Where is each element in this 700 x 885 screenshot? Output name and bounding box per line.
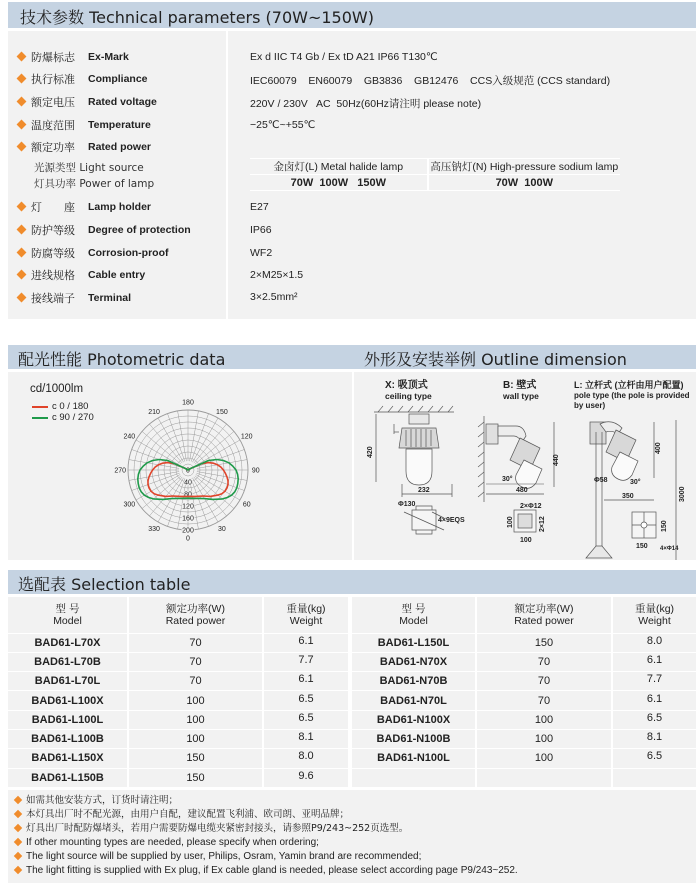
cell-power: 150 (476, 633, 612, 652)
cell-weight: 6.5 (612, 710, 696, 729)
dim-l-angle: 30° (630, 479, 641, 486)
table-row (8, 633, 348, 652)
diamond-bullet-icon (17, 247, 27, 257)
table-row (352, 710, 696, 729)
cell-power: 100 (128, 710, 263, 729)
technical-header-band (8, 2, 696, 28)
lamp-type-table (250, 158, 620, 191)
diamond-bullet-icon (17, 292, 27, 302)
cell-model: BAD61-N100L (352, 749, 476, 768)
table-header-row (352, 597, 696, 633)
angle-tick-label: 240 (123, 433, 136, 441)
dim-x-width: 232 (418, 487, 430, 494)
param-value: 2×M25×1.5 (250, 269, 304, 281)
dim-l-phi: Φ58 (594, 477, 608, 484)
dim-b-plate-h: 100 (507, 516, 514, 528)
header-weight-en: Weight (289, 614, 323, 627)
dim-b-angle: 30° (502, 476, 513, 483)
cell-weight: 9.6 (263, 768, 348, 787)
lamp-watts-sodium: 70W 100W (428, 175, 620, 191)
cell-model: BAD61-L150X (8, 749, 128, 768)
cell-model: BAD61-N100B (352, 729, 476, 748)
note-text: 灯具出厂时配防爆堵头，若用户需要防爆电缆夹紧密封接头，请参照P9/243~252页选型。 (26, 823, 409, 834)
lamp-watts-metal-halide: 70W 100W 150W (250, 175, 428, 191)
dim-b-height: 440 (553, 454, 560, 466)
table-row (8, 710, 348, 729)
param-row (18, 94, 157, 110)
param-cn: 额定电压 (31, 96, 75, 109)
param-en: Temperature (88, 119, 151, 131)
dim-l-bolt: 4×Φ14 (660, 546, 679, 552)
param-row (18, 199, 151, 215)
legend-item (32, 412, 94, 423)
param-row (18, 49, 129, 65)
diamond-bullet-icon (17, 96, 27, 106)
wall-type-drawing (478, 416, 554, 532)
angle-tick-label: 300 (123, 501, 136, 509)
note-item (14, 808, 518, 822)
angle-tick-label: 0 (186, 535, 190, 543)
pole-type-drawing (586, 420, 676, 560)
table-header-row (8, 597, 348, 633)
param-row (18, 117, 151, 133)
param-en: Cable entry (88, 269, 146, 281)
dim-l-base-h: 150 (661, 520, 668, 532)
lamp-type-metal-halide: 金卤灯(L) Metal halide lamp (250, 159, 428, 175)
cell-model: BAD61-L70L (8, 672, 128, 691)
photometric-title: 配光性能 Photometric data (18, 350, 226, 369)
header-weight-cn: 重量(kg) (286, 602, 326, 615)
param-row (18, 222, 191, 238)
param-cn: 防爆标志 (31, 51, 75, 64)
note-item (14, 850, 518, 864)
cell-weight: 8.1 (263, 729, 348, 748)
note-text: 本灯具出厂时不配光源，由用户自配，建议配置飞利浦、欧司朗、亚明品牌； (26, 809, 350, 820)
radial-tick-label: 200 (182, 527, 194, 535)
angle-tick-label: 30 (218, 526, 226, 534)
param-row (18, 245, 169, 261)
photometric-outline-band (8, 345, 696, 369)
dim-x-height: 420 (367, 446, 374, 458)
cell-power: 100 (128, 729, 263, 748)
header-weight (612, 597, 696, 633)
note-text: 如需其他安装方式，订货时请注明； (26, 795, 179, 806)
table-row (8, 652, 348, 671)
param-cn: 灯 座 (31, 201, 75, 214)
table-row (8, 749, 348, 768)
diamond-bullet-icon (17, 73, 27, 83)
diamond-bullet-icon (17, 201, 27, 211)
cell-power: 70 (476, 691, 612, 710)
angle-tick-label: 180 (182, 399, 194, 407)
table-row (352, 652, 696, 671)
param-value: 220V / 230V AC 50Hz(60Hz请注明 please note) (250, 98, 482, 110)
param-value: Ex d IIC T4 Gb / Ex tD A21 IP66 T130℃ (250, 51, 438, 63)
angle-tick-label: 270 (114, 467, 127, 475)
chart-legend (32, 401, 94, 423)
header-model-cn: 型 号 (55, 602, 80, 615)
cell-weight (612, 768, 696, 787)
unit-label: cd/1000lm (30, 383, 84, 395)
dim-l-pole: 3000 (679, 486, 686, 502)
cell-power: 70 (128, 633, 263, 652)
param-value: WF2 (250, 247, 273, 259)
note-item (14, 836, 518, 850)
angle-tick-label: 120 (240, 433, 253, 441)
note-text: The light source will be supplied by user, Philips, Osram, Yamin brand are recommended; (26, 851, 422, 862)
header-model (8, 597, 128, 633)
cell-power: 100 (476, 749, 612, 768)
cell-model: BAD61-L100B (8, 729, 128, 748)
diamond-bullet-icon (14, 810, 22, 818)
header-power (476, 597, 612, 633)
cell-power: 70 (476, 652, 612, 671)
table-row (352, 729, 696, 748)
param-row (18, 139, 151, 155)
cell-model: BAD61-L100X (8, 691, 128, 710)
cell-model: BAD61-N100X (352, 710, 476, 729)
table-row (352, 633, 696, 652)
radial-tick-label: 80 (184, 491, 192, 499)
outline-title: 外形及安装举例 Outline dimension (364, 350, 627, 369)
param-cn: 额定功率 (31, 141, 75, 154)
cell-power: 70 (128, 672, 263, 691)
cell-power: 150 (128, 768, 263, 787)
param-row (18, 71, 148, 87)
dim-b-hole-v: 2×12 (539, 516, 546, 532)
header-power-en: Rated power (165, 614, 226, 627)
type-pole-en: pole type (the pole is provided by user) (574, 391, 690, 410)
note-item (14, 864, 518, 878)
note-item (14, 794, 518, 808)
angle-tick-label: 90 (251, 467, 260, 475)
legend-swatch-green (32, 417, 48, 419)
table-body-left (8, 633, 348, 787)
header-model-en: Model (399, 614, 428, 627)
selection-table-right (352, 597, 696, 788)
param-cn: 防腐等级 (31, 247, 75, 260)
param-cn: 接线端子 (31, 292, 75, 305)
type-wall-en: wall type (503, 391, 539, 401)
param-en: Lamp holder (88, 201, 152, 213)
cell-weight: 6.5 (263, 710, 348, 729)
cell-model: BAD61-L70X (8, 633, 128, 652)
param-value: −25℃~+55℃ (250, 119, 316, 131)
param-value: IP66 (250, 224, 272, 236)
header-power (128, 597, 263, 633)
type-wall-cn: B: 壁式 (503, 380, 537, 391)
cell-weight: 8.0 (612, 633, 696, 652)
cell-weight: 8.1 (612, 729, 696, 748)
cell-weight: 6.1 (612, 652, 696, 671)
polar-chart (100, 395, 280, 545)
selection-header-band (8, 570, 696, 594)
note-text: If other mounting types are needed, please specify when ordering; (26, 837, 319, 848)
header-weight-en: Weight (638, 614, 671, 627)
cell-weight: 6.1 (263, 633, 348, 652)
selection-title: 选配表 Selection table (18, 575, 191, 594)
radial-tick-label: 0 (186, 467, 190, 475)
header-power-cn: 额定功率(W) (166, 602, 225, 615)
cell-power: 100 (476, 710, 612, 729)
radial-tick-label: 160 (182, 515, 194, 523)
cell-weight: 6.5 (263, 691, 348, 710)
cell-model: BAD61-L70B (8, 652, 128, 671)
table-row (352, 768, 696, 787)
cell-power: 100 (128, 691, 263, 710)
ceiling-type-drawing (374, 406, 454, 534)
header-model (352, 597, 476, 633)
angle-tick-label: 60 (242, 501, 251, 509)
type-ceiling-en: ceiling type (385, 391, 432, 401)
legend-swatch-red (32, 406, 48, 408)
header-power-en: Rated power (514, 614, 574, 627)
diamond-bullet-icon (17, 119, 27, 129)
cell-model: BAD61-N70L (352, 691, 476, 710)
table-row (352, 691, 696, 710)
cell-weight: 6.5 (612, 749, 696, 768)
diamond-bullet-icon (17, 141, 27, 151)
technical-title: 技术参数 Technical parameters (70W~150W) (20, 8, 374, 27)
header-model-en: Model (53, 614, 82, 627)
type-ceiling-cn: X: 吸顶式 (385, 380, 428, 391)
param-en: Degree of protection (88, 224, 191, 236)
dim-b-plate-w: 100 (520, 537, 532, 544)
legend-label: c 90 / 270 (52, 412, 94, 423)
param-value: E27 (250, 201, 269, 213)
dim-b-hole: 2×Φ12 (520, 503, 542, 510)
param-cn: 防护等级 (31, 224, 75, 237)
dim-x-bolt: 4×9EQS (438, 517, 465, 524)
cell-power: 100 (476, 729, 612, 748)
note-item (14, 822, 518, 836)
param-cn: 温度范围 (31, 119, 75, 132)
param-en: Rated power (88, 141, 152, 153)
dim-b-width: 480 (516, 487, 528, 494)
diamond-bullet-icon (14, 866, 22, 874)
cell-weight: 7.7 (612, 672, 696, 691)
param-en: Compliance (88, 73, 148, 85)
table-row (8, 729, 348, 748)
diamond-bullet-icon (14, 838, 22, 846)
diamond-bullet-icon (17, 269, 27, 279)
radial-tick-label: 120 (182, 503, 194, 511)
lamp-type-sodium: 高压钠灯(N) High-pressure sodium lamp (428, 159, 620, 175)
table-row (352, 672, 696, 691)
table-row (8, 691, 348, 710)
cell-weight: 8.0 (263, 749, 348, 768)
table-row (8, 672, 348, 691)
header-weight-cn: 重量(kg) (634, 602, 675, 615)
diamond-bullet-icon (17, 51, 27, 61)
dim-l-base-w: 150 (636, 543, 648, 550)
cell-model: BAD61-L100L (8, 710, 128, 729)
header-weight (263, 597, 348, 633)
cell-power: 70 (476, 672, 612, 691)
param-value: IEC60079 EN60079 GB3836 GB12476 CCS入级规范 (CCS standard) (250, 75, 611, 87)
param-cn: 执行标准 (31, 73, 75, 86)
power-of-lamp-label: 灯具功率 Power of lamp (34, 178, 155, 190)
diamond-bullet-icon (17, 224, 27, 234)
cell-power: 70 (128, 652, 263, 671)
param-row (18, 290, 131, 306)
cell-model: BAD61-L150L (352, 633, 476, 652)
table-row (352, 749, 696, 768)
angle-tick-label: 210 (148, 408, 160, 416)
legend-item (32, 401, 94, 412)
cell-power: 150 (128, 749, 263, 768)
selection-table-left (8, 597, 348, 788)
cell-model: BAD61-N70B (352, 672, 476, 691)
type-pole-cn: L: 立杆式 (立杆由用户配置) (574, 380, 684, 390)
cell-weight: 6.1 (612, 691, 696, 710)
param-en: Rated voltage (88, 96, 157, 108)
radial-tick-label: 40 (184, 479, 192, 487)
table-body-right (352, 633, 696, 787)
diamond-bullet-icon (14, 824, 22, 832)
param-row (18, 267, 145, 283)
note-text: The light fitting is supplied with Ex plug, if Ex cable gland is needed, please select according page P9/243~252. (26, 865, 518, 876)
notes-list (14, 794, 518, 878)
light-source-label: 光源类型 Light source (34, 162, 144, 174)
param-value: 3×2.5mm² (250, 291, 298, 303)
cell-model: BAD61-N70X (352, 652, 476, 671)
diamond-bullet-icon (14, 852, 22, 860)
header-model-cn: 型 号 (401, 602, 426, 615)
dim-x-phi: Φ130 (398, 501, 416, 508)
cell-weight: 6.1 (263, 672, 348, 691)
angle-tick-label: 330 (148, 526, 160, 534)
cell-weight: 7.7 (263, 652, 348, 671)
param-cn: 进线规格 (31, 269, 75, 282)
diamond-bullet-icon (14, 796, 22, 804)
header-power-cn: 额定功率(W) (514, 602, 574, 615)
table-row (8, 768, 348, 787)
outline-drawings (354, 372, 696, 560)
param-en: Terminal (88, 292, 131, 304)
param-en: Ex-Mark (88, 51, 129, 63)
angle-tick-label: 150 (216, 408, 228, 416)
param-en: Corrosion-proof (88, 247, 169, 259)
cell-power (476, 768, 612, 787)
cell-model: BAD61-L150B (8, 768, 128, 787)
dim-l-arm: 350 (622, 493, 634, 500)
dim-l-height: 400 (655, 442, 662, 454)
legend-label: c 0 / 180 (52, 401, 89, 412)
cell-model (352, 768, 476, 787)
